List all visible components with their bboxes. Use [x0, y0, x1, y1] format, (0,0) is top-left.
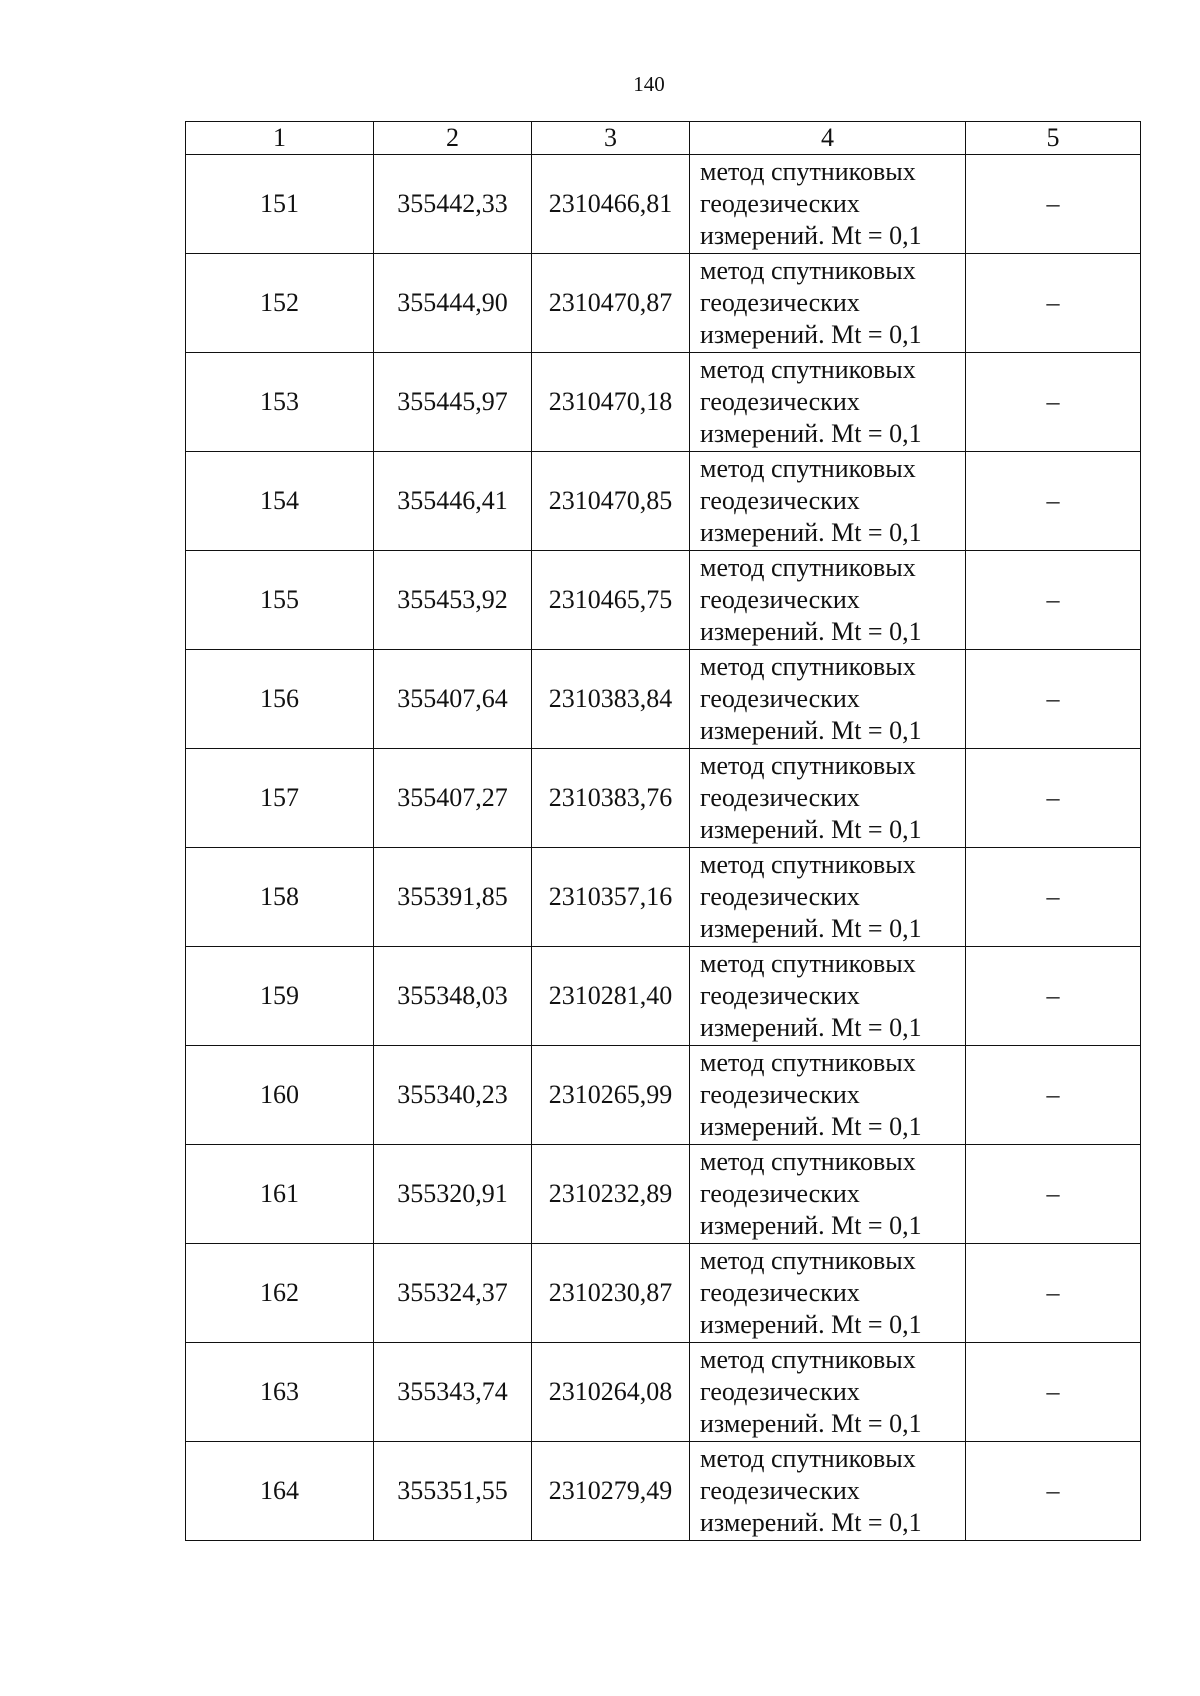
method-text-line: геодезических [700, 1377, 860, 1406]
point-number-cell: 158 [186, 848, 374, 947]
header-cell: 4 [690, 122, 966, 155]
table-row [186, 254, 1141, 353]
point-number-cell: 152 [186, 254, 374, 353]
method-text-line: метод спутниковых [700, 553, 916, 582]
x-coordinate-cell: 355324,37 [374, 1244, 532, 1343]
x-coordinate-cell: 355407,64 [374, 650, 532, 749]
y-coordinate-cell: 2310470,85 [532, 452, 690, 551]
header-cell: 2 [374, 122, 532, 155]
table-row [186, 452, 1141, 551]
method-text-line: геодезических [700, 585, 860, 614]
x-coordinate-cell: 355445,97 [374, 353, 532, 452]
table-row [186, 650, 1141, 749]
method-text-line: метод спутниковых [700, 1345, 916, 1374]
method-cell [690, 1145, 966, 1244]
method-cell [690, 1244, 966, 1343]
method-text-line: геодезических [700, 1179, 860, 1208]
table-row [186, 1343, 1141, 1442]
point-number-cell: 157 [186, 749, 374, 848]
table-row [186, 1145, 1141, 1244]
method-text-line: измерений. Mt = 0,1 [700, 320, 922, 349]
column-5-cell: – [966, 1442, 1141, 1541]
method-text-line: измерений. Mt = 0,1 [700, 1112, 922, 1141]
column-5-cell: – [966, 749, 1141, 848]
x-coordinate-cell: 355446,41 [374, 452, 532, 551]
method-text-line: геодезических [700, 981, 860, 1010]
method-cell [690, 1343, 966, 1442]
table-row [186, 1046, 1141, 1145]
y-coordinate-cell: 2310470,18 [532, 353, 690, 452]
point-number-cell: 161 [186, 1145, 374, 1244]
method-cell [690, 749, 966, 848]
method-cell [690, 551, 966, 650]
point-number-cell: 151 [186, 155, 374, 254]
y-coordinate-cell: 2310264,08 [532, 1343, 690, 1442]
method-text-line: измерений. Mt = 0,1 [700, 518, 922, 547]
method-text-line: геодезических [700, 684, 860, 713]
method-text-line: измерений. Mt = 0,1 [700, 1211, 922, 1240]
column-5-cell: – [966, 1046, 1141, 1145]
y-coordinate-cell: 2310466,81 [532, 155, 690, 254]
column-5-cell: – [966, 1244, 1141, 1343]
point-number-cell: 154 [186, 452, 374, 551]
method-text-line: измерений. Mt = 0,1 [700, 815, 922, 844]
method-text-line: измерений. Mt = 0,1 [700, 221, 922, 250]
point-number-cell: 155 [186, 551, 374, 650]
method-text-line: измерений. Mt = 0,1 [700, 1013, 922, 1042]
method-text-line: метод спутниковых [700, 850, 916, 879]
header-cell: 1 [186, 122, 374, 155]
x-coordinate-cell: 355348,03 [374, 947, 532, 1046]
column-5-cell: – [966, 254, 1141, 353]
method-text-line: геодезических [700, 387, 860, 416]
column-5-cell: – [966, 1145, 1141, 1244]
x-coordinate-cell: 355442,33 [374, 155, 532, 254]
method-text-line: измерений. Mt = 0,1 [700, 617, 922, 646]
method-text-line: геодезических [700, 1080, 860, 1109]
column-5-cell: – [966, 848, 1141, 947]
table-row [186, 353, 1141, 452]
method-cell [690, 1442, 966, 1541]
x-coordinate-cell: 355351,55 [374, 1442, 532, 1541]
header-cell: 3 [532, 122, 690, 155]
method-text-line: метод спутниковых [700, 157, 916, 186]
method-text-line: геодезических [700, 1278, 860, 1307]
x-coordinate-cell: 355340,23 [374, 1046, 532, 1145]
method-text-line: метод спутниковых [700, 454, 916, 483]
x-coordinate-cell: 355453,92 [374, 551, 532, 650]
table-row [186, 848, 1141, 947]
method-cell [690, 254, 966, 353]
method-text-line: измерений. Mt = 0,1 [700, 1409, 922, 1438]
x-coordinate-cell: 355407,27 [374, 749, 532, 848]
y-coordinate-cell: 2310383,76 [532, 749, 690, 848]
point-number-cell: 160 [186, 1046, 374, 1145]
point-number-cell: 164 [186, 1442, 374, 1541]
method-text-line: измерений. Mt = 0,1 [700, 716, 922, 745]
table-row [186, 749, 1141, 848]
method-cell [690, 848, 966, 947]
x-coordinate-cell: 355444,90 [374, 254, 532, 353]
method-cell [690, 452, 966, 551]
method-text-line: метод спутниковых [700, 256, 916, 285]
method-text-line: геодезических [700, 783, 860, 812]
method-cell [690, 650, 966, 749]
x-coordinate-cell: 355391,85 [374, 848, 532, 947]
page-number: 140 [633, 72, 665, 96]
column-5-cell: – [966, 155, 1141, 254]
header-cell: 5 [966, 122, 1141, 155]
x-coordinate-cell: 355343,74 [374, 1343, 532, 1442]
x-coordinate-cell: 355320,91 [374, 1145, 532, 1244]
table-row [186, 155, 1141, 254]
method-cell [690, 1046, 966, 1145]
method-text-line: метод спутниковых [700, 652, 916, 681]
table-row [186, 551, 1141, 650]
method-cell [690, 155, 966, 254]
y-coordinate-cell: 2310265,99 [532, 1046, 690, 1145]
table-row [186, 1442, 1141, 1541]
y-coordinate-cell: 2310281,40 [532, 947, 690, 1046]
point-number-cell: 153 [186, 353, 374, 452]
method-cell [690, 947, 966, 1046]
method-text-line: геодезических [700, 486, 860, 515]
point-number-cell: 162 [186, 1244, 374, 1343]
column-5-cell: – [966, 452, 1141, 551]
method-text-line: метод спутниковых [700, 1147, 916, 1176]
table-row [186, 1244, 1141, 1343]
table-row [186, 947, 1141, 1046]
column-5-cell: – [966, 650, 1141, 749]
y-coordinate-cell: 2310230,87 [532, 1244, 690, 1343]
method-text-line: измерений. Mt = 0,1 [700, 1310, 922, 1339]
method-text-line: геодезических [700, 1476, 860, 1505]
y-coordinate-cell: 2310470,87 [532, 254, 690, 353]
method-text-line: метод спутниковых [700, 949, 916, 978]
method-text-line: измерений. Mt = 0,1 [700, 914, 922, 943]
method-text-line: геодезических [700, 288, 860, 317]
method-text-line: метод спутниковых [700, 1048, 916, 1077]
column-5-cell: – [966, 947, 1141, 1046]
y-coordinate-cell: 2310357,16 [532, 848, 690, 947]
method-text-line: метод спутниковых [700, 751, 916, 780]
point-number-cell: 159 [186, 947, 374, 1046]
method-text-line: измерений. Mt = 0,1 [700, 1508, 922, 1537]
method-text-line: метод спутниковых [700, 1444, 916, 1473]
column-5-cell: – [966, 353, 1141, 452]
method-text-line: метод спутниковых [700, 355, 916, 384]
column-5-cell: – [966, 1343, 1141, 1442]
coordinates-table [185, 121, 1141, 1541]
method-text-line: измерений. Mt = 0,1 [700, 419, 922, 448]
y-coordinate-cell: 2310279,49 [532, 1442, 690, 1541]
point-number-cell: 163 [186, 1343, 374, 1442]
method-text-line: геодезических [700, 882, 860, 911]
method-cell [690, 353, 966, 452]
method-text-line: метод спутниковых [700, 1246, 916, 1275]
y-coordinate-cell: 2310465,75 [532, 551, 690, 650]
method-text-line: геодезических [700, 189, 860, 218]
y-coordinate-cell: 2310232,89 [532, 1145, 690, 1244]
y-coordinate-cell: 2310383,84 [532, 650, 690, 749]
column-5-cell: – [966, 551, 1141, 650]
point-number-cell: 156 [186, 650, 374, 749]
table-header-row [186, 122, 1141, 155]
